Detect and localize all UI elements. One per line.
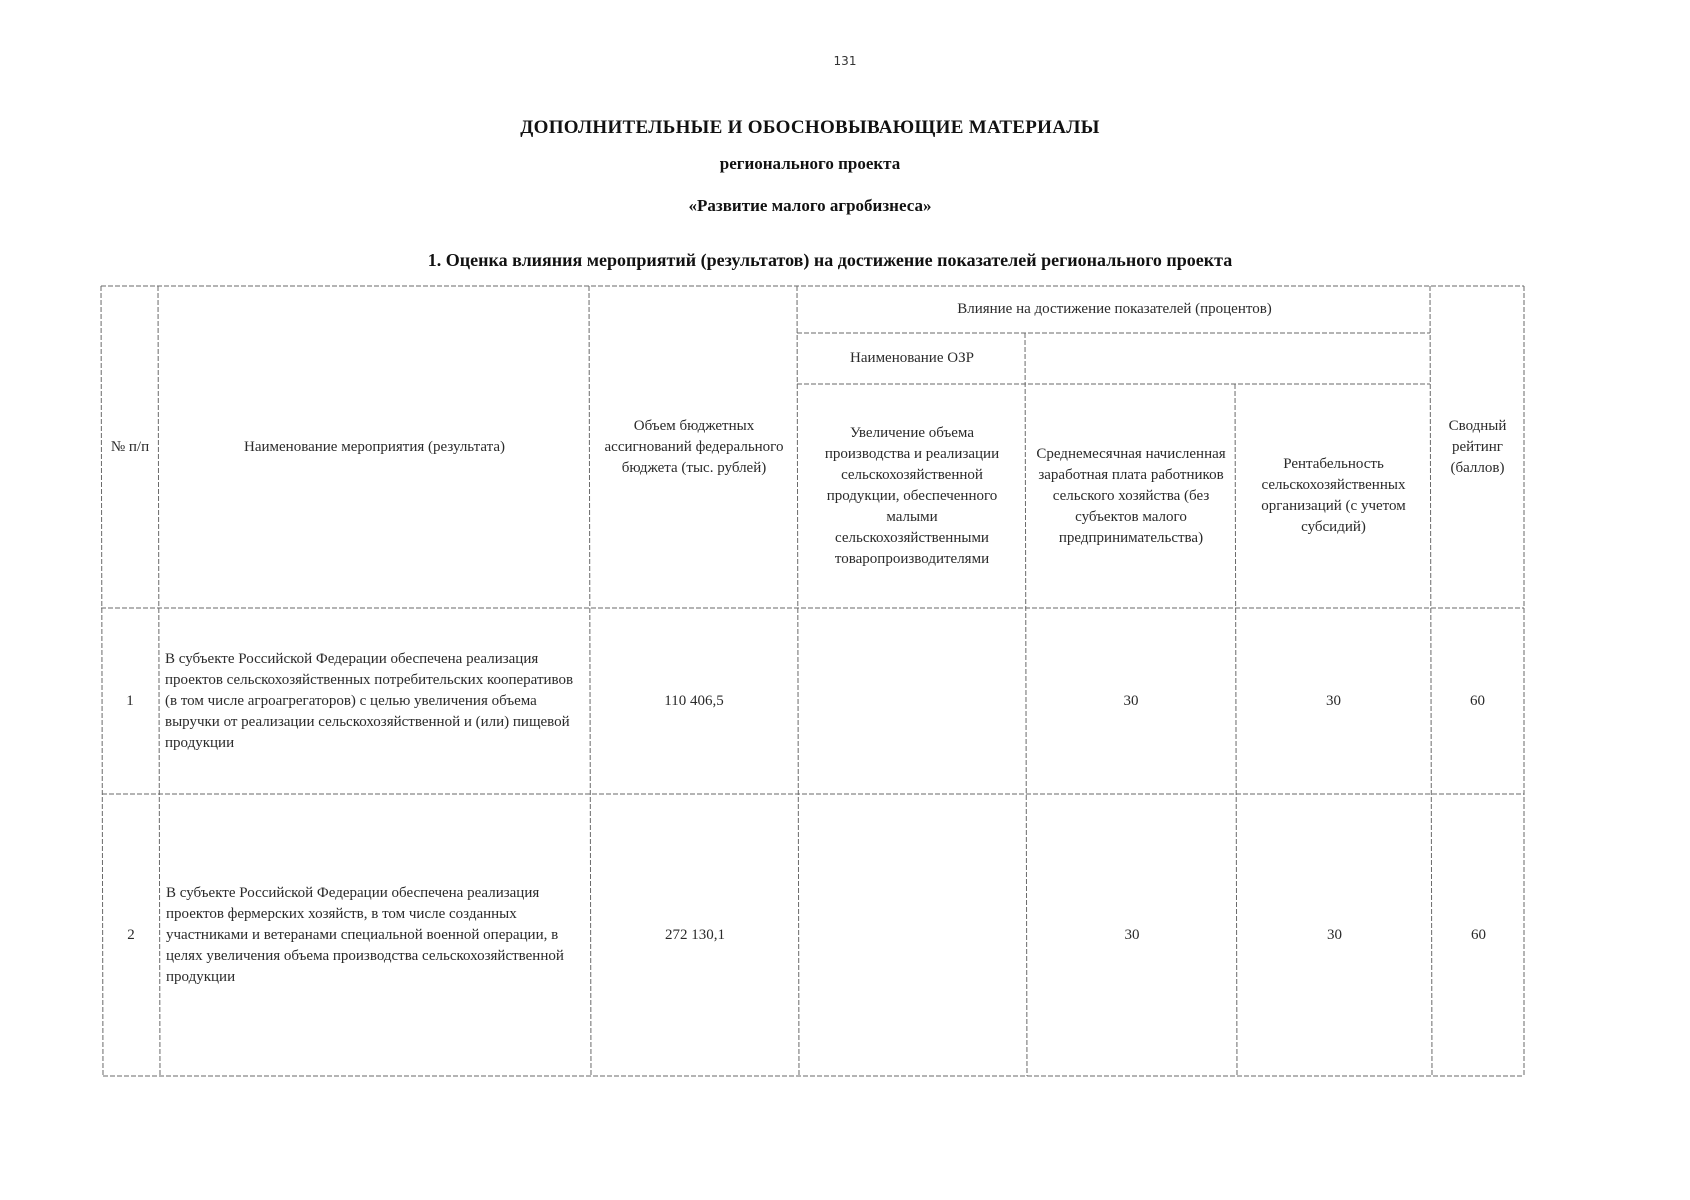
section-title: 1. Оценка влияния мероприятий (результатов) на достижение показателей регионального проекта [427,250,1233,270]
header-indicator-3: Рентабельность сельскохозяйственных организаций (с учетом субсидий) [1261,456,1406,535]
header-event-name: Наименование мероприятия (результата) [244,438,505,455]
header-ozr: Наименование ОЗР [850,350,974,366]
header-indicator-1: Увеличение объема производства и реализации сельскохозяйственной продукции, обеспеченного малыми сельскохозяйственными товаропроизводителями [824,424,1000,567]
row-1-indicator-3: 30 [1326,692,1341,709]
row-2-budget: 272 130,1 [665,926,725,943]
header-indicator-2: Среднемесячная начисленная заработная плата работников сельского хозяйства (без субъектов малого предпринимательства) [1036,445,1226,546]
row-1-event-name: В субъекте Российской Федерации обеспечена реализация проектов сельскохозяйственных потребительских кооперативов (в том числе агроагрегаторов) с целью увеличения объема выручки от реализации сельскохозяйственной и (или) пищевой продукции [165,650,574,751]
row-2-event-name: В субъекте Российской Федерации обеспечена реализация проектов фермерских хозяйств, в том числе созданных участниками и ветеранами специальной военной операции, в целях увеличения объема производства сельскохозяйственной продукции [166,884,564,985]
row-1-indicator-2: 30 [1123,692,1139,709]
row-2-indicator-3: 30 [1327,926,1342,943]
project-name: «Развитие малого агробизнеса» [688,196,932,215]
row-1-number: 1 [126,692,134,709]
document-title: ДОПОЛНИТЕЛЬНЫЕ И ОБОСНОВЫВАЮЩИЕ МАТЕРИАЛЫ [520,117,1100,138]
header-influence: Влияние на достижение показателей (процентов) [957,301,1272,317]
page-number: 131 [833,54,857,68]
header-rating: Сводный рейтинг (баллов) [1448,417,1507,476]
row-1-rating: 60 [1470,692,1485,709]
row-2-rating: 60 [1471,926,1486,943]
row-2-number: 2 [127,926,135,943]
header-budget: Объем бюджетных ассигнований федерального бюджета (тыс. рублей) [604,417,784,476]
row-1-indicator-1 [798,608,1026,794]
row-1-budget: 110 406,5 [664,692,724,709]
header-number: № п/п [110,438,150,455]
row-2-indicator-2: 30 [1124,926,1140,943]
document-subtitle: регионального проекта [719,154,901,173]
row-2-indicator-1 [799,794,1027,1076]
